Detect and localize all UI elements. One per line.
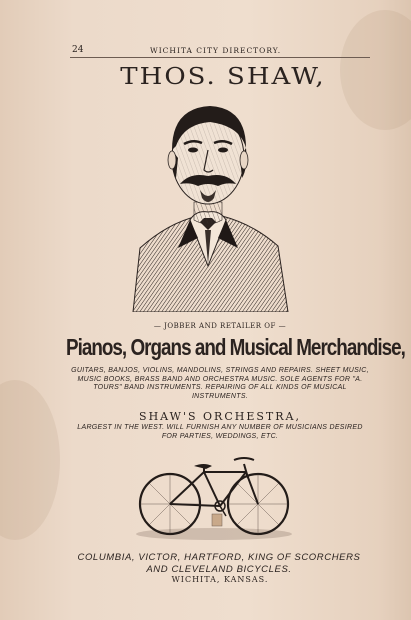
orchestra-description: LARGEST IN THE WEST. WILL FURNISH ANY NUMBER OF MUSICIANS DESIRED FOR PARTIES, WEDDINGS, ETC.	[77, 424, 363, 440]
page-number: 24	[72, 45, 84, 55]
orchestra-title: SHAW'S ORCHESTRA,	[139, 410, 301, 423]
advertiser-name: THOS. SHAW,	[120, 63, 326, 91]
jobber-line: — JOBBER AND RETAILER OF —	[153, 322, 287, 330]
portrait-engraving	[128, 98, 292, 312]
header-rule	[70, 57, 370, 58]
headline: Pianos, Organs and Musical Merchandise,	[66, 334, 405, 360]
paper-stain	[0, 380, 60, 540]
city-line: WICHITA, KANSAS.	[171, 575, 269, 584]
bicycle-illustration	[134, 442, 294, 542]
jobber-text: JOBBER AND RETAILER OF	[164, 322, 276, 330]
bicycle-brands: COLUMBIA, VICTOR, HARTFORD, KING OF SCORCHERS AND CLEVELAND BICYCLES.	[77, 552, 361, 575]
merchandise-description: GUITARS, BANJOS, VIOLINS, MANDOLINS, STRINGS AND REPAIRS. SHEET MUSIC, MUSIC BOOKS, BRASS BAND AND ORCHESTRA MUSIC. SOLE AGENTS FOR "A. TOURS" BAND INSTRUMENTS. REPAIRING OF ALL KINDS OF MUSICAL INSTRUMENTS.	[71, 367, 369, 400]
running-head: WICHITA CITY DIRECTORY.	[150, 46, 282, 55]
